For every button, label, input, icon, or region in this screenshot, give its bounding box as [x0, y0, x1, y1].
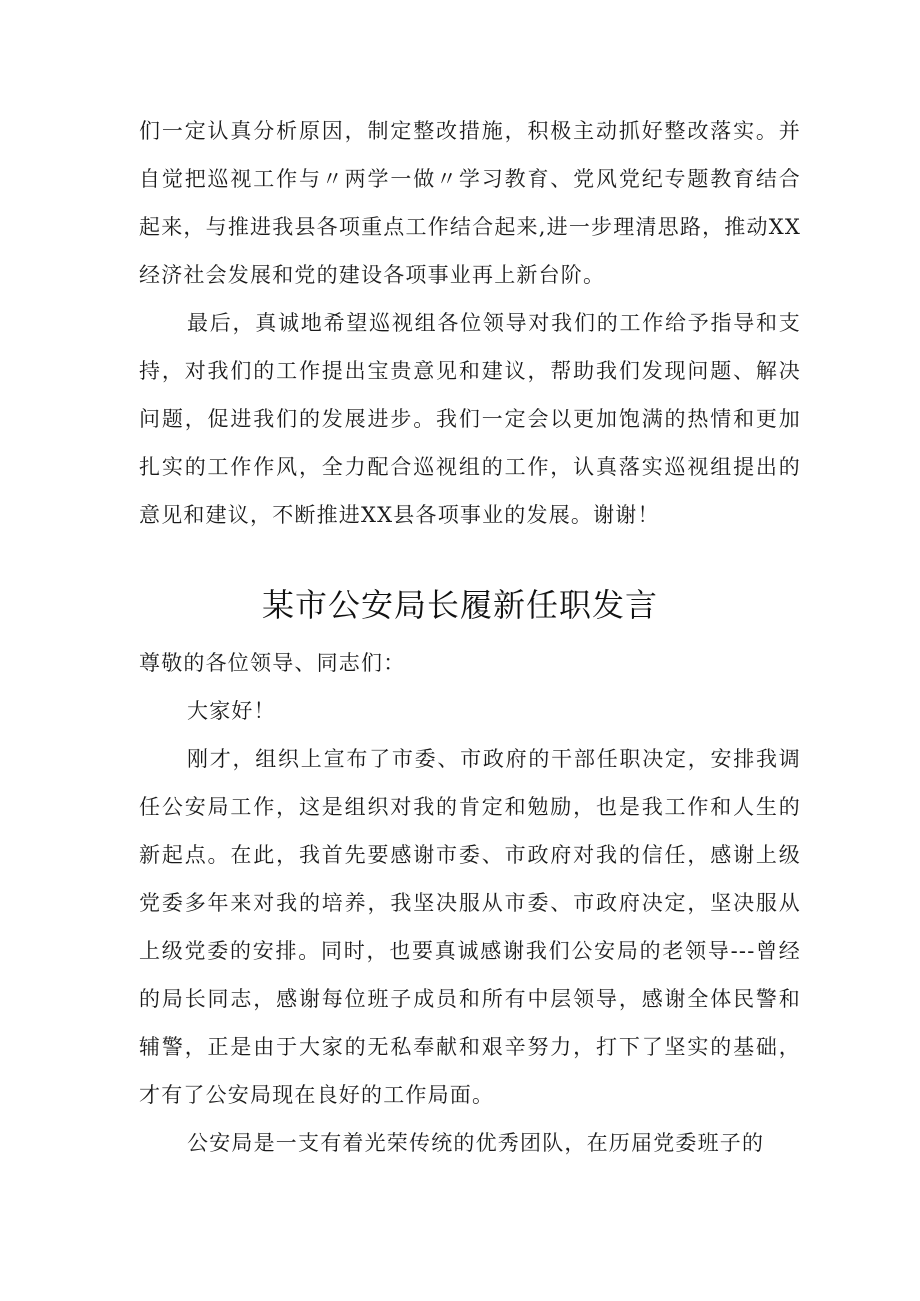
paragraph: 公安局是一支有着光荣传统的优秀团队，在历届党委班子的 [187, 1131, 765, 1155]
salutation: 尊敬的各位领导、同志们： [139, 651, 406, 675]
paragraph: 们一定认真分析原因，制定整改措施，积极主动抓好整改落实。并自觉把巡视工作与〃两学一做〃学习教育、党风党纪专题教育结合起来，与推进我县各项重点工作结合起来,进一步理清思路，推动XX经济社会发展和党的建设各项事业再上新台阶。 [139, 119, 801, 287]
text-block-top [139, 107, 801, 299]
paragraph: 最后，真诚地希望巡视组各位领导对我们的工作给予指导和支持，对我们的工作提出宝贵意见和建议，帮助我们发现问题、解决问题，促进我们的发展进步。我们一定会以更加饱满的热情和更加扎实的工作作风，全力配合巡视组的工作，认真落实巡视组提出的意见和建议，不断推进XX县各项事业的发展。谢谢！ [139, 311, 801, 527]
text-block-speech [139, 639, 801, 1167]
paragraph: 刚才，组织上宣布了市委、市政府的干部任职决定，安排我调任公安局工作，这是组织对我的肯定和勉励，也是我工作和人生的新起点。在此，我首先要感谢市委、市政府对我的信任，感谢上级党委多年来对我的培养，我坚决服从市委、市政府决定，坚决服从上级党委的安排。同时，也要真诚感谢我们公安局的老领导---曾经的局长同志，感谢每位班子成员和所有中层领导，感谢全体民警和辅警，正是由于大家的无私奉献和艰辛努力，打下了坚实的基础，才有了公安局现在良好的工作局面。 [139, 747, 802, 1107]
speech-title: 某市公安局长履新任职发言 [261, 586, 658, 624]
greeting: 大家好！ [187, 699, 276, 723]
text-block-closing [139, 299, 801, 539]
